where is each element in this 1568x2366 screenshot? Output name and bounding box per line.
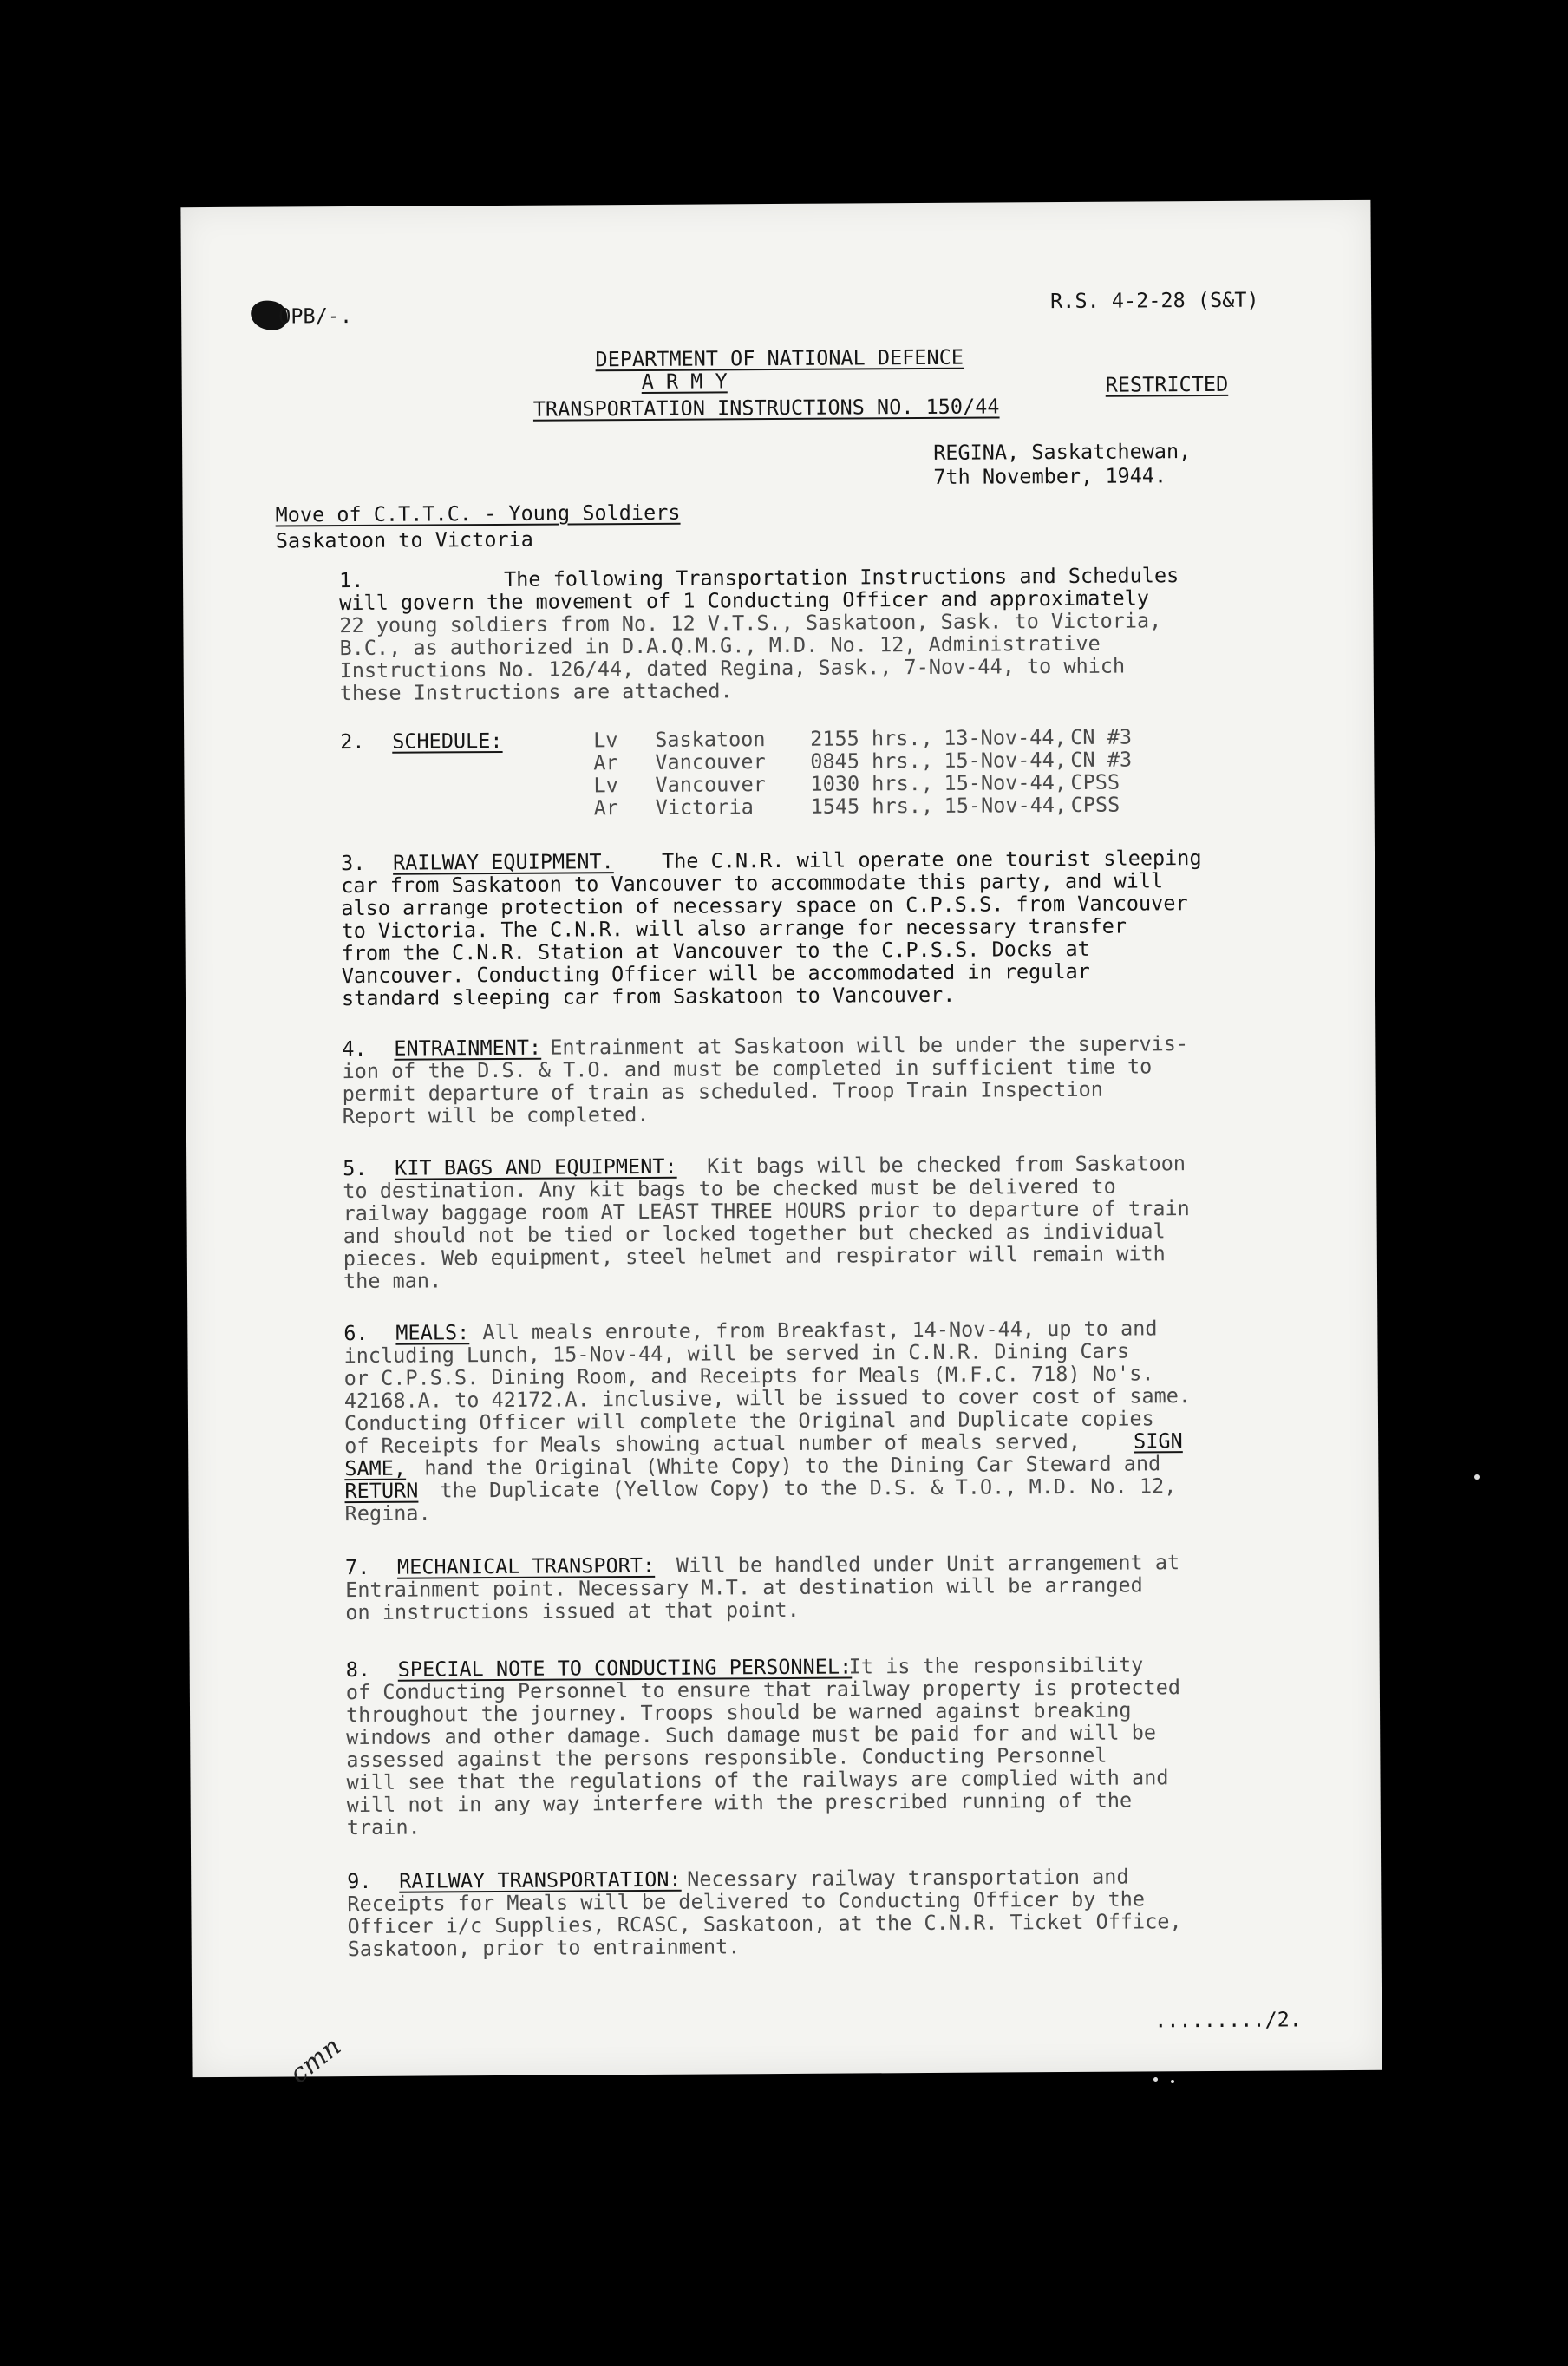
para-9-line: Officer i/c Supplies, RCASC, Saskatoon, at the C.N.R. Ticket Office, xyxy=(347,1909,1182,1939)
para-3-line: standard sleeping car from Saskatoon to Vancouver. xyxy=(341,982,956,1011)
para-6-line: of Receipts for Meals showing actual number of meals served, xyxy=(344,1428,1081,1459)
schedule-action: Ar xyxy=(593,795,619,820)
schedule-carrier: CPSS xyxy=(1070,769,1120,794)
para-5-line: the man. xyxy=(343,1268,442,1294)
para-3-line: from the C.N.R. Station at Vancouver to the C.P.S.S. Docks at xyxy=(341,936,1090,966)
para-6-line: 42168.A. to 42172.A. inclusive, will be issued to cover cost of same. xyxy=(343,1383,1192,1414)
para-5-line: and should not be tied or locked together but checked as individual xyxy=(343,1219,1166,1249)
para-1-line: Instructions No. 126/44, dated Regina, Sask., 7-Nov-44, to which xyxy=(339,653,1126,683)
para-8-line: will see that the regulations of the railways are complied with and xyxy=(346,1765,1169,1795)
schedule-carrier: CN #3 xyxy=(1070,724,1133,749)
para-9-line: Saskatoon, prior to entrainment. xyxy=(347,1934,741,1962)
scan-speck xyxy=(1474,1474,1480,1480)
para-8-number: 8. xyxy=(345,1657,371,1683)
document-title: TRANSPORTATION INSTRUCTIONS NO. 150/44 xyxy=(532,394,1000,422)
para-6-line: or C.P.S.S. Dining Room, and Receipts for Meals (M.F.C. 718) No's. xyxy=(343,1361,1154,1391)
para-8-line: will not in any way interfere with the prescribed running of the xyxy=(346,1788,1133,1818)
para-7-heading: MECHANICAL TRANSPORT: xyxy=(396,1552,656,1579)
para-9-heading: RAILWAY TRANSPORTATION: xyxy=(399,1866,682,1893)
schedule-place: Victoria xyxy=(655,794,754,820)
para-3-number: 3. xyxy=(340,850,366,876)
schedule-time: 2155 hrs., xyxy=(810,725,933,751)
para-1-line: 22 young soldiers from No. 12 V.T.S., Saskatoon, Sask. to Victoria, xyxy=(339,608,1162,638)
para-7-line: on instructions issued at that point. xyxy=(345,1597,800,1625)
para-1-line: B.C., as authorized in D.A.Q.M.G., M.D. No. 12, Administrative xyxy=(339,631,1101,661)
para-9-line: Receipts for Meals will be delivered to Conducting Officer by the xyxy=(347,1886,1146,1917)
para-6-line: All meals enroute, from Breakfast, 14-Nov-44, up to and xyxy=(482,1316,1158,1345)
para-9-number: 9. xyxy=(347,1868,372,1894)
schedule-place: Vancouver xyxy=(655,749,766,775)
document-reference: R.S. 4-2-28 (S&T) xyxy=(1050,287,1259,314)
para-4-line: permit departure of train as scheduled. Troop Train Inspection xyxy=(342,1076,1103,1107)
para-6-line: the Duplicate (Yellow Copy) to the D.S. & T.O., M.D. No. 12, xyxy=(440,1474,1177,1503)
para-6-line: including Lunch, 15-Nov-44, will be served in C.N.R. Dining Cars xyxy=(343,1338,1130,1369)
para-3-line: to Victoria. The C.N.R. will also arrange for necessary transfer xyxy=(341,913,1127,944)
classification-stamp: RESTRICTED xyxy=(1105,371,1229,397)
para-1-line: these Instructions are attached. xyxy=(339,678,733,706)
para-7-line: Will be handled under Unit arrangement at xyxy=(676,1550,1180,1578)
scan-speck xyxy=(1171,2080,1174,2083)
para-5-number: 5. xyxy=(343,1155,368,1181)
schedule-action: Ar xyxy=(593,750,618,775)
date-line: 7th November, 1944. xyxy=(933,463,1167,489)
para-4-number: 4. xyxy=(342,1036,367,1062)
para-3-line: also arrange protection of necessary space on C.P.S.S. from Vancouver xyxy=(341,891,1188,921)
para-5-line: pieces. Web equipment, steel helmet and respirator will remain with xyxy=(343,1241,1166,1271)
para-1-line: will govern the movement of 1 Conducting Officer and approximately xyxy=(339,585,1150,616)
schedule-action: Lv xyxy=(593,773,618,798)
para-6-line: Regina. xyxy=(344,1500,431,1526)
para-8-line: assessed against the persons responsible. Conducting Personnel xyxy=(346,1742,1107,1773)
para-3-line: car from Saskatoon to Vancouver to accommodate this party, and will xyxy=(341,868,1164,899)
schedule-date: 15-Nov-44, xyxy=(944,747,1067,773)
para-7-line: Entrainment point. Necessary M.T. at destination will be arranged xyxy=(345,1572,1143,1603)
para-8-line: It is the responsibility xyxy=(848,1652,1144,1679)
schedule-time: 1030 hrs., xyxy=(810,770,934,796)
schedule-time: 0845 hrs., xyxy=(810,748,933,774)
return-emphasis: RETURN xyxy=(344,1478,419,1504)
para-8-line: train. xyxy=(346,1814,421,1840)
para-3-line: The C.N.R. will operate one tourist sleeping xyxy=(661,846,1202,873)
para-8-heading: SPECIAL NOTE TO CONDUCTING PERSONNEL: xyxy=(397,1654,853,1682)
schedule-action: Lv xyxy=(593,728,618,753)
document-page xyxy=(180,200,1382,2090)
para-5-line: railway baggage room AT LEAST THREE HOURS prior to departure of train xyxy=(343,1196,1190,1226)
para-9-line: Necessary railway transportation and xyxy=(687,1864,1129,1892)
schedule-heading: SCHEDULE: xyxy=(392,728,503,754)
para-8-line: of Conducting Personnel to ensure that railway property is protected xyxy=(345,1675,1181,1705)
para-4-line: ion of the D.S. & T.O. and must be completed in sufficient time to xyxy=(342,1054,1153,1084)
para-8-line: throughout the journey. Troops should be warned against breaking xyxy=(345,1697,1132,1728)
schedule-date: 15-Nov-44, xyxy=(944,792,1068,818)
para-3-heading: RAILWAY EQUIPMENT. xyxy=(392,849,614,875)
handwritten-initials: cmn xyxy=(284,2031,347,2090)
para-5-line: Kit bags will be checked from Saskatoon xyxy=(707,1151,1186,1179)
para-6-number: 6. xyxy=(343,1320,369,1346)
subject-route: Saskatoon to Victoria xyxy=(275,526,533,553)
same-emphasis: SAME, xyxy=(344,1455,407,1481)
para-7-number: 7. xyxy=(344,1554,370,1580)
para-6-line: hand the Original (White Copy) to the Dining Car Steward and xyxy=(424,1451,1161,1480)
para-1-number: 1. xyxy=(338,567,364,593)
para-4-line: Entrainment at Saskatoon will be under the supervis- xyxy=(550,1031,1189,1060)
subject-line: Move of C.T.T.C. - Young Soldiers xyxy=(275,500,681,527)
department-heading: DEPARTMENT OF NATIONAL DEFENCE xyxy=(595,344,964,372)
para-4-line: Report will be completed. xyxy=(342,1101,650,1129)
para-8-line: windows and other damage. Such damage must be paid for and will be xyxy=(346,1720,1157,1750)
para-5-line: to destination. Any kit bags to be checked must be delivered to xyxy=(343,1173,1116,1204)
schedule-date: 15-Nov-44, xyxy=(944,769,1068,795)
continued-marker: ........./2. xyxy=(1154,2007,1303,2033)
schedule-date: 13-Nov-44, xyxy=(944,724,1067,750)
para-5-heading: KIT BAGS AND EQUIPMENT: xyxy=(395,1154,677,1180)
para-6-heading: MEALS: xyxy=(395,1320,470,1345)
para-6-line: Conducting Officer will complete the Original and Duplicate copies xyxy=(343,1406,1154,1436)
scan-speck xyxy=(1153,2077,1158,2082)
place-line: REGINA, Saskatchewan, xyxy=(933,439,1192,465)
para-2-number: 2. xyxy=(340,729,365,755)
schedule-carrier: CPSS xyxy=(1070,792,1120,817)
schedule-place: Saskatoon xyxy=(655,727,766,752)
schedule-time: 1545 hrs., xyxy=(810,793,934,819)
schedule-carrier: CN #3 xyxy=(1070,747,1133,772)
sign-emphasis: SIGN xyxy=(1134,1428,1183,1454)
service-heading: A R M Y xyxy=(641,369,728,394)
para-3-line: Vancouver. Conducting Officer will be accommodated in regular xyxy=(341,958,1090,989)
para-4-heading: ENTRAINMENT: xyxy=(394,1035,542,1061)
file-reference: OPB/-. xyxy=(278,304,353,329)
schedule-place: Vancouver xyxy=(655,772,766,797)
para-1-line: The following Transportation Instructions and Schedules xyxy=(503,563,1179,592)
